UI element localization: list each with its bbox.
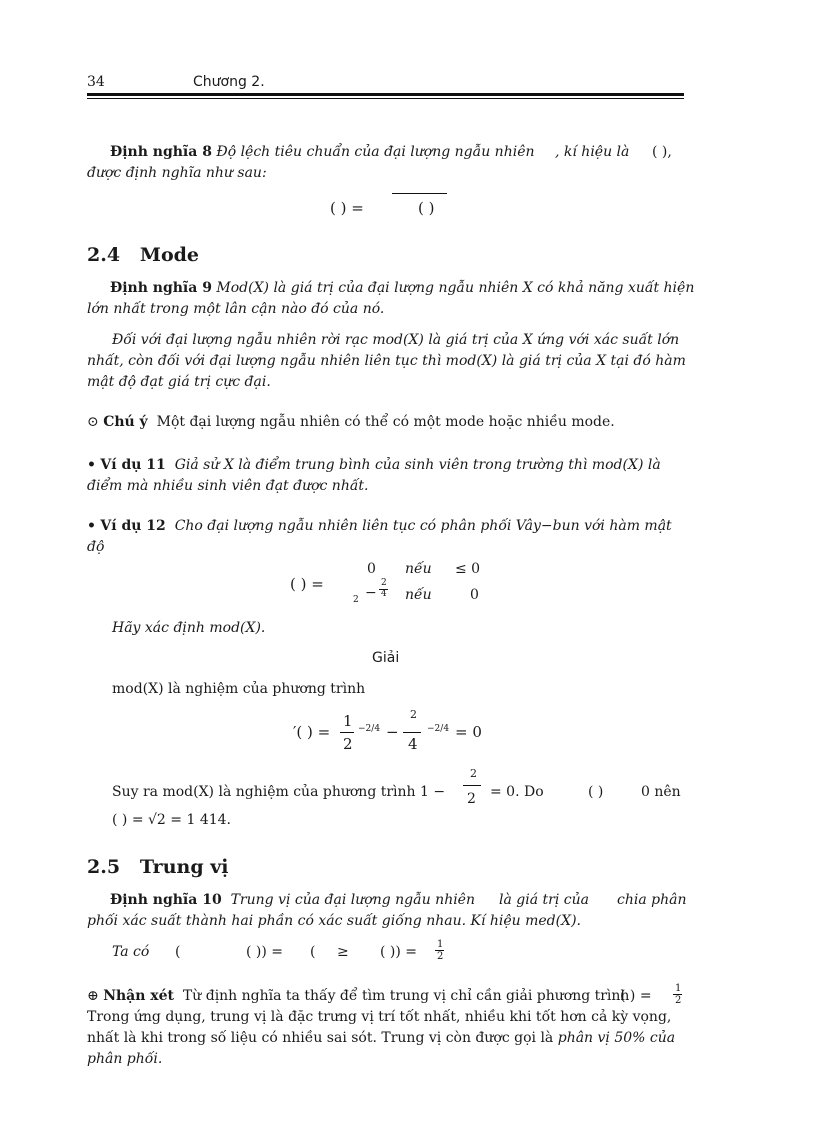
case2-sub: 2 <box>353 595 359 605</box>
def10-line1: Định nghĩa 10 Trung vị của đại lượng ngẫu nhiên <box>110 892 475 908</box>
case2-exp-top: 2 <box>381 578 387 588</box>
ex11-line2: điểm mà nhiều sinh viên đạt được nhất. <box>87 478 369 494</box>
deriv-exp-2: −2/4 <box>427 724 450 734</box>
section-2-5-heading: 2.5 Trung vị <box>87 856 229 878</box>
def8-label: Định nghĩa 8 <box>110 144 212 160</box>
header-rule-thin <box>87 98 684 99</box>
case2-dash: − <box>365 585 377 601</box>
def9-line1: Định nghĩa 9 Mod(X) là giá trị của đại lượng ngẫu nhiên X có khả năng xuất hiện <box>110 280 695 296</box>
case1-value: 0 <box>367 561 376 577</box>
mode-para-line3: mật độ đạt giá trị cực đại. <box>87 374 271 390</box>
ex12-line2: độ <box>87 539 105 555</box>
def10-line2: phối xác suất thành hai phần có xác suất giống nhau. Kí hiệu med(X). <box>87 913 581 929</box>
remark-line1: ⊕ Nhận xét Từ định nghĩa ta thấy để tìm trung vị chỉ cần giải phương trình <box>87 988 630 1004</box>
ex12-ask: Hãy xác định mod(X). <box>112 620 266 636</box>
page-number: 34 <box>87 74 105 90</box>
case2-if: nếu <box>405 587 432 603</box>
deriv-exp-1: −2/4 <box>358 724 381 734</box>
solution-line2b: = 0. Do <box>490 784 544 800</box>
case1-if: nếu <box>405 561 432 577</box>
remark-line3: nhất là khi trong số liệu có nhiều sai sót. Trung vị còn được gọi là phân vị 50% của <box>87 1030 676 1046</box>
mode-para-line1: Đối với đại lượng ngẫu nhiên rời rạc mod(X) là giá trị của X ứng với xác suất lớn <box>112 332 680 348</box>
def8-formula-right: ( ) <box>418 199 435 217</box>
bullet-icon: • <box>87 457 96 473</box>
density-left: ( ) = <box>290 575 324 593</box>
section-2-4-heading: 2.4 Mode <box>87 244 199 266</box>
solution-heading: Giải <box>372 650 400 666</box>
ex12-line1: • Ví dụ 12 Cho đại lượng ngẫu nhiên liên tục có phân phối Vây−bun với hàm mật <box>87 518 672 534</box>
def8-line1: Định nghĩa 8 Độ lệch tiêu chuẩn của đại lượng ngẫu nhiên <box>110 144 535 160</box>
remark-line2: Trong ứng dụng, trung vị là đặc trưng vị trí tốt nhất, nhiều khi tốt hơn cả kỳ vọng, <box>87 1009 672 1025</box>
def10-label: Định nghĩa 10 <box>110 892 222 908</box>
bullet-icon: • <box>87 518 96 534</box>
ex12-label: Ví dụ 12 <box>100 518 166 534</box>
mode-para-line2: nhất, còn đối với đại lượng ngẫu nhiên liên tục thì mod(X) là giá trị của X tại đó hàm <box>87 353 686 369</box>
case2-cond: 0 <box>470 587 479 603</box>
circle-dot-icon: ⊙ <box>87 414 99 430</box>
sqrt-bar <box>392 193 447 194</box>
header-rule <box>87 93 684 96</box>
def9-line2: lớn nhất trong một lân cận nào đó của nó. <box>87 301 385 317</box>
remark-label: Nhận xét <box>103 988 175 1004</box>
chapter-title: Chương 2. <box>193 74 265 90</box>
remark-line4: phân phối. <box>87 1051 163 1067</box>
ex11-line1: • Ví dụ 11 Giả sử X là điểm trung bình của sinh viên trong trường thì mod(X) là <box>87 457 661 473</box>
circle-plus-icon: ⊕ <box>87 988 99 1004</box>
solution-line2a: Suy ra mod(X) là nghiệm của phương trình 1 − <box>112 784 446 800</box>
def8-formula-left: ( ) = <box>330 199 364 217</box>
solution-line1: mod(X) là nghiệm của phương trình <box>112 681 366 697</box>
def9-label: Định nghĩa 9 <box>110 280 212 296</box>
solution-line3: ( ) = √2 = 1 414. <box>112 812 231 828</box>
note: ⊙ Chú ý Một đại lượng ngẫu nhiên có thể có một mode hoặc nhiều mode. <box>87 414 615 430</box>
def8-line2: được định nghĩa như sau: <box>87 165 267 181</box>
ex11-label: Ví dụ 11 <box>100 457 166 473</box>
note-label: Chú ý <box>103 414 148 430</box>
deriv-left: ′( ) = <box>293 723 331 741</box>
case1-cond: ≤ 0 <box>455 561 481 577</box>
case2-exp-bot: 4 <box>381 589 387 599</box>
taco: Ta có <box>112 944 150 960</box>
